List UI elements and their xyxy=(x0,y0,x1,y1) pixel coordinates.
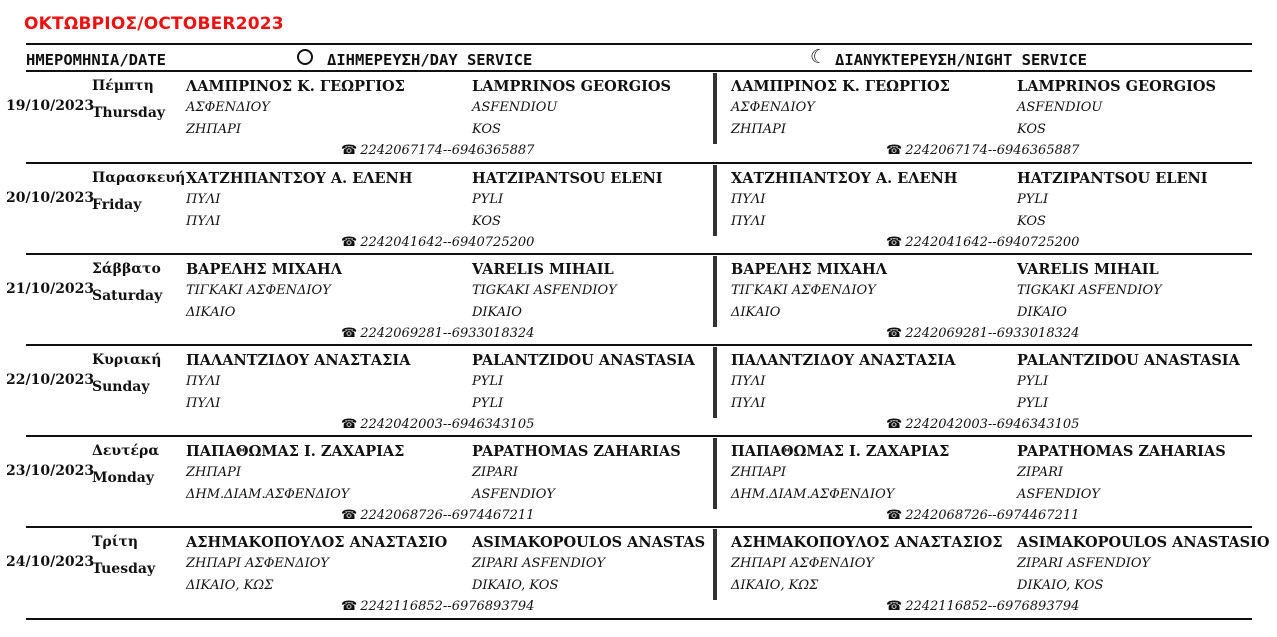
day-address-line2-english: PYLI xyxy=(472,396,504,411)
row-date: 21/10/2023 xyxy=(6,281,95,297)
night-address-line1-greek: ΖΗΠΑΡΙ xyxy=(731,465,786,480)
night-address-line2-greek: ΔΗΜ.ΔΙΑΜ.ΑΣΦΕΝΔΙΟΥ xyxy=(731,487,895,502)
night-pharmacist-name-greek: ΧΑΤΖΗΠΑΝΤΣΟΥ Α. ΕΛΕΝΗ xyxy=(731,170,958,187)
day-pharmacist-name-greek: ΑΣΗΜΑΚΟΠΟΥΛΟΣ ΑΝΑΣΤΑΣΙΟ xyxy=(186,534,448,551)
day-phone xyxy=(341,417,534,432)
day-phone-number: 2242041642--6940725200 xyxy=(360,235,535,250)
night-address-line2-english: DIKAIO xyxy=(1017,305,1067,320)
day-phone-number: 2242069281--6933018324 xyxy=(360,326,535,341)
night-pharmacist-name-english: HATZIPANTSOU ELENI xyxy=(1017,170,1208,187)
day-pharmacist-name-english: PAPATHOMAS ZAHARIAS xyxy=(472,443,681,460)
table-row xyxy=(0,169,1277,259)
row-day-greek: Σάββατο xyxy=(92,261,161,277)
day-address-line1-greek: ΖΗΠΑΡΙ ΑΣΦΕΝΔΙΟΥ xyxy=(186,556,329,571)
night-phone xyxy=(886,599,1079,614)
day-address-line2-english: ASFENDIOY xyxy=(472,487,555,502)
night-phone xyxy=(886,235,1079,250)
day-pharmacist-name-english: ASIMAKOPOULOS ANASTAS xyxy=(472,534,706,551)
header-bottom-rule xyxy=(26,70,1252,72)
day-phone-number: 2242068726--6974467211 xyxy=(360,508,535,523)
row-separator xyxy=(26,526,1252,528)
row-day-english: Tuesday xyxy=(92,561,156,577)
night-pharmacist-name-english: ASIMAKOPOULOS ANASTASIO xyxy=(1017,534,1270,551)
phone-icon: ☎ xyxy=(341,508,358,523)
day-phone xyxy=(341,599,534,614)
column-divider xyxy=(713,73,717,144)
day-address-line1-english: PYLI xyxy=(472,374,504,389)
night-address-line2-english: KOS xyxy=(1017,214,1046,229)
night-pharmacist-name-english: LAMPRINOS GEORGIOS xyxy=(1017,78,1217,95)
page-title: ΟΚΤΩΒΡΙΟΣ/OCTOBER2023 xyxy=(24,14,284,34)
header-night-service: ΔΙΑΝΥΚΤΕΡΕΥΣΗ/NIGHT SERVICE xyxy=(835,51,1087,69)
day-pharmacist-name-english: PALANTZIDOU ANASTASIA xyxy=(472,352,695,369)
night-phone xyxy=(886,417,1079,432)
row-day-english: Friday xyxy=(92,197,142,213)
day-address-line2-greek: ΖΗΠΑΡΙ xyxy=(186,122,241,137)
night-address-line1-english: PYLI xyxy=(1017,192,1049,207)
day-address-line2-greek: ΔΗΜ.ΔΙΑΜ.ΑΣΦΕΝΔΙΟΥ xyxy=(186,487,350,502)
day-address-line2-english: DIKAIO, KOS xyxy=(472,578,559,593)
row-day-greek: Παρασκευή xyxy=(92,170,186,186)
night-phone xyxy=(886,508,1079,523)
night-address-line2-english: KOS xyxy=(1017,122,1046,137)
phone-icon: ☎ xyxy=(341,235,358,250)
row-date: 23/10/2023 xyxy=(6,463,95,479)
row-day-greek: Δευτέρα xyxy=(92,443,160,459)
phone-icon: ☎ xyxy=(886,235,903,250)
day-phone-number: 2242067174--6946365887 xyxy=(360,143,535,158)
night-phone-number: 2242041642--6940725200 xyxy=(905,235,1080,250)
day-address-line1-greek: ΤΙΓΚΑΚΙ ΑΣΦΕΝΔΙΟΥ xyxy=(186,283,331,298)
night-address-line1-english: ZIPARI ASFENDIOY xyxy=(1017,556,1151,571)
row-day-english: Monday xyxy=(92,470,155,486)
day-address-line1-greek: ΖΗΠΑΡΙ xyxy=(186,465,241,480)
night-address-line2-greek: ΔΙΚΑΙΟ xyxy=(731,305,781,320)
phone-icon: ☎ xyxy=(341,143,358,158)
header-day-service: ΔΙΗΜΕΡΕΥΣΗ/DAY SERVICE xyxy=(327,51,533,69)
night-address-line2-english: PYLI xyxy=(1017,396,1049,411)
night-phone-number: 2242068726--6974467211 xyxy=(905,508,1080,523)
header-date-label: ΗΜΕΡΟΜΗΝΙΑ/DATE xyxy=(26,51,166,69)
day-phone xyxy=(341,508,534,523)
night-phone-number: 2242067174--6946365887 xyxy=(905,143,1080,158)
night-phone-number: 2242116852--6976893794 xyxy=(905,599,1080,614)
night-phone-number: 2242042003--6946343105 xyxy=(905,417,1080,432)
day-address-line2-greek: ΔΙΚΑΙΟ, ΚΩΣ xyxy=(186,578,274,593)
column-divider xyxy=(713,529,717,600)
day-address-line2-english: KOS xyxy=(472,122,501,137)
sun-icon xyxy=(297,49,313,65)
night-pharmacist-name-english: PALANTZIDOU ANASTASIA xyxy=(1017,352,1240,369)
column-divider xyxy=(713,165,717,236)
day-pharmacist-name-greek: ΠΑΠΑΘΩΜΑΣ Ι. ΖΑΧΑΡΙΑΣ xyxy=(186,443,405,460)
day-phone xyxy=(341,143,534,158)
night-address-line1-greek: ΖΗΠΑΡΙ ΑΣΦΕΝΔΙΟΥ xyxy=(731,556,874,571)
row-day-english: Sunday xyxy=(92,379,150,395)
day-address-line1-english: TIGKAKI ASFENDIOY xyxy=(472,283,617,298)
day-pharmacist-name-greek: ΧΑΤΖΗΠΑΝΤΣΟΥ Α. ΕΛΕΝΗ xyxy=(186,170,413,187)
night-address-line2-greek: ΠΥΛΙ xyxy=(731,396,766,411)
night-pharmacist-name-greek: ΛΑΜΠΡΙΝΟΣ Κ. ΓΕΩΡΓΙΟΣ xyxy=(731,78,950,95)
phone-icon: ☎ xyxy=(341,599,358,614)
day-phone-number: 2242042003--6946343105 xyxy=(360,417,535,432)
table-row xyxy=(0,260,1277,350)
day-address-line1-english: PYLI xyxy=(472,192,504,207)
night-pharmacist-name-greek: ΠΑΛΑΝΤΖΙΔΟΥ ΑΝΑΣΤΑΣΙΑ xyxy=(731,352,956,369)
night-phone xyxy=(886,326,1079,341)
day-address-line1-english: ASFENDIOU xyxy=(472,100,558,115)
night-pharmacist-name-greek: ΑΣΗΜΑΚΟΠΟΥΛΟΣ ΑΝΑΣΤΑΣΙΟΣ xyxy=(731,534,1003,551)
row-day-english: Saturday xyxy=(92,288,163,304)
night-address-line1-greek: ΠΥΛΙ xyxy=(731,374,766,389)
phone-icon: ☎ xyxy=(886,417,903,432)
phone-icon: ☎ xyxy=(886,508,903,523)
day-pharmacist-name-greek: ΒΑΡΕΛΗΣ ΜΙΧΑΗΛ xyxy=(186,261,342,278)
day-address-line2-greek: ΔΙΚΑΙΟ xyxy=(186,305,236,320)
row-separator xyxy=(26,435,1252,437)
night-address-line1-english: TIGKAKI ASFENDIOY xyxy=(1017,283,1162,298)
row-day-greek: Τρίτη xyxy=(92,534,139,550)
night-pharmacist-name-english: PAPATHOMAS ZAHARIAS xyxy=(1017,443,1226,460)
column-divider xyxy=(713,347,717,418)
day-pharmacist-name-english: HATZIPANTSOU ELENI xyxy=(472,170,663,187)
day-pharmacist-name-greek: ΛΑΜΠΡΙΝΟΣ Κ. ΓΕΩΡΓΙΟΣ xyxy=(186,78,405,95)
day-address-line1-greek: ΠΥΛΙ xyxy=(186,192,221,207)
night-address-line1-greek: ΠΥΛΙ xyxy=(731,192,766,207)
day-address-line1-greek: ΠΥΛΙ xyxy=(186,374,221,389)
day-pharmacist-name-english: LAMPRINOS GEORGIOS xyxy=(472,78,672,95)
phone-icon: ☎ xyxy=(886,326,903,341)
row-date: 20/10/2023 xyxy=(6,190,95,206)
night-phone xyxy=(886,143,1079,158)
row-separator xyxy=(26,618,1252,620)
night-pharmacist-name-english: VARELIS MIHAIL xyxy=(1017,261,1159,278)
day-address-line1-greek: ΑΣΦΕΝΔΙΟΥ xyxy=(186,100,270,115)
day-phone-number: 2242116852--6976893794 xyxy=(360,599,535,614)
day-address-line2-english: DIKAIO xyxy=(472,305,522,320)
night-address-line1-english: ASFENDIOU xyxy=(1017,100,1103,115)
day-address-line2-english: KOS xyxy=(472,214,501,229)
row-day-greek: Κυριακή xyxy=(92,352,162,368)
night-pharmacist-name-greek: ΒΑΡΕΛΗΣ ΜΙΧΑΗΛ xyxy=(731,261,887,278)
night-address-line2-greek: ΔΙΚΑΙΟ, ΚΩΣ xyxy=(731,578,819,593)
row-separator xyxy=(26,162,1252,164)
row-separator xyxy=(26,253,1252,255)
row-date: 19/10/2023 xyxy=(6,98,95,114)
day-address-line2-greek: ΠΥΛΙ xyxy=(186,396,221,411)
day-pharmacist-name-english: VARELIS MIHAIL xyxy=(472,261,614,278)
day-address-line1-english: ZIPARI ASFENDIOY xyxy=(472,556,606,571)
row-day-english: Thursday xyxy=(92,105,166,121)
day-address-line1-english: ZIPARI xyxy=(472,465,519,480)
day-address-line2-greek: ΠΥΛΙ xyxy=(186,214,221,229)
day-phone xyxy=(341,326,534,341)
night-address-line1-greek: ΑΣΦΕΝΔΙΟΥ xyxy=(731,100,815,115)
row-date: 22/10/2023 xyxy=(6,372,95,388)
night-phone-number: 2242069281--6933018324 xyxy=(905,326,1080,341)
night-address-line1-english: ZIPARI xyxy=(1017,465,1064,480)
day-pharmacist-name-greek: ΠΑΛΑΝΤΖΙΔΟΥ ΑΝΑΣΤΑΣΙΑ xyxy=(186,352,411,369)
row-day-greek: Πέμπτη xyxy=(92,78,154,94)
night-address-line2-greek: ΖΗΠΑΡΙ xyxy=(731,122,786,137)
night-address-line2-greek: ΠΥΛΙ xyxy=(731,214,766,229)
night-address-line2-english: DIKAIO, KOS xyxy=(1017,578,1104,593)
moon-icon: ☾ xyxy=(810,46,828,68)
table-row xyxy=(0,442,1277,532)
night-pharmacist-name-greek: ΠΑΠΑΘΩΜΑΣ Ι. ΖΑΧΑΡΙΑΣ xyxy=(731,443,950,460)
row-date: 24/10/2023 xyxy=(6,554,95,570)
night-address-line1-greek: ΤΙΓΚΑΚΙ ΑΣΦΕΝΔΙΟΥ xyxy=(731,283,876,298)
header-top-rule xyxy=(26,43,1252,45)
day-phone xyxy=(341,235,534,250)
phone-icon: ☎ xyxy=(341,326,358,341)
phone-icon: ☎ xyxy=(341,417,358,432)
table-row xyxy=(0,351,1277,441)
column-divider xyxy=(713,256,717,327)
phone-icon: ☎ xyxy=(886,143,903,158)
night-address-line1-english: PYLI xyxy=(1017,374,1049,389)
phone-icon: ☎ xyxy=(886,599,903,614)
row-separator xyxy=(26,344,1252,346)
table-row xyxy=(0,77,1277,167)
night-address-line2-english: ASFENDIOY xyxy=(1017,487,1100,502)
table-row xyxy=(0,533,1277,623)
column-divider xyxy=(713,438,717,509)
